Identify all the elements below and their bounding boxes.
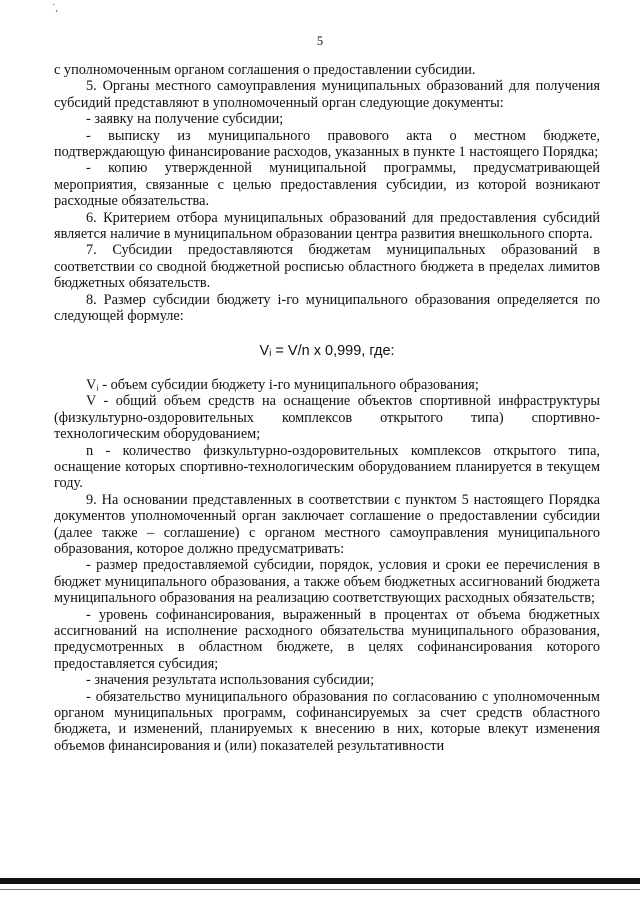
paragraph-7: 7. Субсидии предоставляются бюджетам муниципальных образований в соответствии со сводной бюджетной росписью областного бюджета в пределах лимитов бюджетных обязательств. <box>54 242 600 292</box>
scan-bottom-border <box>0 878 640 884</box>
list-item-cofinancing-level: - уровень софинансирования, выраженный в процентах от объема бюджетных ассигнований на исполнение расходного обязательства муниципального образования, предусмотренных в областном бюджете, в целях софинансирования которого предоставляется субсидия; <box>54 606 600 672</box>
paragraph-6: 6. Критерием отбора муниципальных образований для предоставления субсидий является наличие в муниципальном образовании центра развития внешкольного спорта. <box>54 209 600 243</box>
definition-v: V - общий объем средств на оснащение объектов спортивной инфраструктуры (физкультурно-оздоровительных комплексов открытого типа) спортивно-технологическим оборудованием; <box>54 393 600 443</box>
list-item-budget-extract: - выписку из муниципального правового акта о местном бюджете, подтверждающую финансирование расходов, указанных в пункте 1 настоящего Порядка; <box>54 127 600 161</box>
document-body <box>54 62 600 754</box>
subsidy-formula: Vᵢ = V/n x 0,999, где: <box>259 342 395 359</box>
paragraph-5: 5. Органы местного самоуправления муниципальных образований для получения субсидий представляют в уполномоченный орган следующие документы: <box>54 78 600 111</box>
definition-vi: Vᵢ - объем субсидии бюджету i-го муниципального образования; <box>86 376 479 393</box>
list-item-obligation: - обязательство муниципального образования по согласованию с уполномоченным органом муниципальных программ, софинансируемых за счет средств областного бюджета, и изменений, планируемых к внесению в них, которые влекут изменения объемов финансирования и (или) показателей результативности <box>54 688 600 754</box>
scan-bottom-border-thin <box>0 889 640 890</box>
definition-n: n - количество физкультурно-оздоровительных комплексов открытого типа, оснащение которых спортивно-технологическим оборудованием планируется в текущем году. <box>54 442 600 492</box>
paragraph-8: 8. Размер субсидии бюджету i-го муниципального образования определяется по следующей формуле: <box>54 291 600 325</box>
scan-corner-mark: ˙, <box>52 3 58 14</box>
list-item-program-copy: - копию утвержденной муниципальной программы, предусматривающей мероприятия, связанные с целью предоставления субсидии, из которой возникают расходные обязательства. <box>54 160 600 210</box>
list-item-result-values: - значения результата использования субсидии; <box>86 672 375 689</box>
page-number: 5 <box>316 34 324 48</box>
list-item-application: - заявку на получение субсидии; <box>86 111 284 128</box>
paragraph-9: 9. На основании представленных в соответствии с пунктом 5 настоящего Порядка документов уполномоченный орган заключает соглашение о предоставлении субсидии (далее также – соглашение) с органом местного самоуправления муниципального образования, которое должно предусматривать: <box>54 491 600 557</box>
paragraph-continuation: с уполномоченным органом соглашения о предоставлении субсидии. <box>54 62 476 78</box>
list-item-subsidy-amount: - размер предоставляемой субсидии, порядок, условия и сроки ее перечисления в бюджет муниципального образования, а также объем бюджетных ассигнований бюджета муниципального образования на реализацию соответствующих расходных обязательств; <box>54 557 600 607</box>
